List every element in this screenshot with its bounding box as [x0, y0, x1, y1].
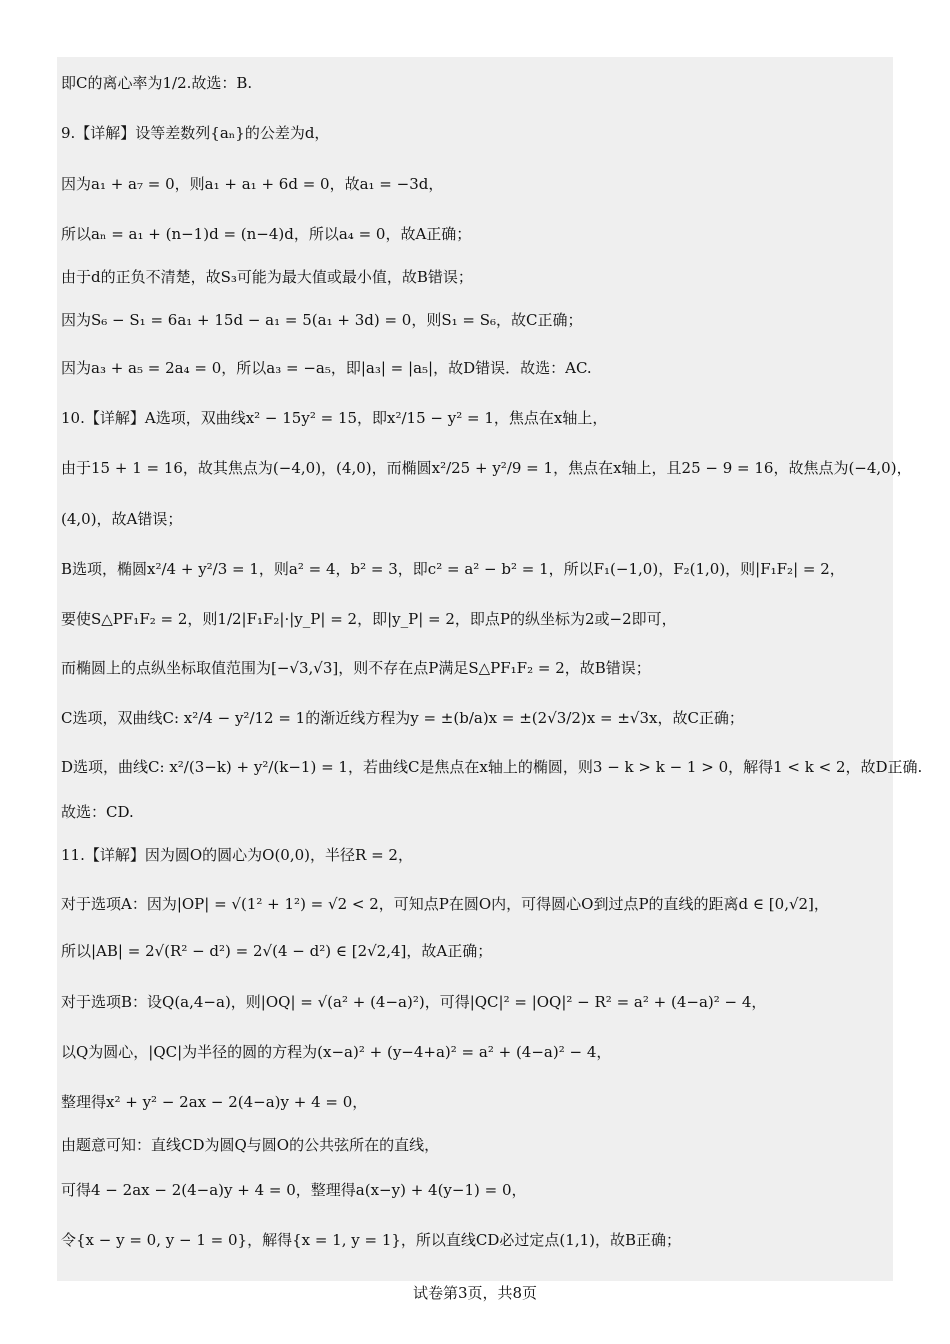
text-line: C选项，双曲线C: x²/4 − y²/12 = 1的渐近线方程为y = ±(b/a)x = ±(2√3/2)x = ±√3x，故C正确； — [61, 709, 744, 727]
solution-content — [57, 57, 923, 1281]
text-line: 令{x − y = 0, y − 1 = 0}，解得{x = 1, y = 1}，所以直线CD必过定点(1,1)，故B正确； — [61, 1231, 682, 1249]
text-line: 由于15 + 1 = 16，故其焦点为(−4,0)，(4,0)，而椭圆x²/25 + y²/9 = 1，焦点在x轴上，且25 − 9 = 16，故焦点为(−4,0)， — [61, 459, 912, 477]
text-line: 对于选项A：因为|OP| = √(1² + 1²) = √2 < 2，可知点P在圆O内，可得圆心O到过点P的直线的距离d ∈ [0,√2]， — [61, 895, 829, 913]
text-line: 9.【详解】设等差数列{aₙ}的公差为d， — [61, 124, 330, 142]
text-line: 整理得x² + y² − 2ax − 2(4−a)y + 4 = 0， — [61, 1093, 368, 1111]
text-line: 由于d的正负不清楚，故S₃可能为最大值或最小值，故B错误； — [61, 268, 473, 286]
text-line: 11.【详解】因为圆O的圆心为O(0,0)，半径R = 2， — [61, 846, 413, 864]
text-line: 所以|AB| = 2√(R² − d²) = 2√(4 − d²) ∈ [2√2,4]，故A正确； — [61, 942, 493, 960]
text-line: 对于选项B：设Q(a,4−a)，则|OQ| = √(a² + (4−a)²)，可得|QC|² = |OQ|² − R² = a² + (4−a)² − 4， — [61, 993, 767, 1011]
text-line: 而椭圆上的点纵坐标取值范围为[−√3,√3]，则不存在点P满足S△PF₁F₂ = 2，故B错误； — [61, 659, 651, 677]
text-line: 即C的离心率为1/2.故选：B. — [61, 74, 253, 92]
text-line: 以Q为圆心，|QC|为半径的圆的方程为(x−a)² + (y−4+a)² = a² + (4−a)² − 4， — [61, 1043, 612, 1061]
text-line: (4,0)，故A错误； — [61, 510, 183, 528]
text-line: D选项，曲线C: x²/(3−k) + y²/(k−1) = 1，若曲线C是焦点在x轴上的椭圆，则3 − k > k − 1 > 0，解得1 < k < 2，故D正确. — [61, 758, 923, 776]
text-line: 故选：CD. — [61, 803, 134, 821]
text-line: 可得4 − 2ax − 2(4−a)y + 4 = 0，整理得a(x−y) + 4(y−1) = 0， — [61, 1181, 527, 1199]
page-footer: 试卷第3页，共8页 — [412, 1284, 538, 1302]
text-line: 因为S₆ − S₁ = 6a₁ + 15d − a₁ = 5(a₁ + 3d) = 0，则S₁ = S₆，故C正确； — [61, 311, 583, 329]
text-line: 10.【详解】A选项，双曲线x² − 15y² = 15，即x²/15 − y² = 1，焦点在x轴上， — [61, 409, 608, 427]
text-line: 因为a₁ + a₇ = 0，则a₁ + a₁ + 6d = 0，故a₁ = −3d， — [61, 175, 444, 193]
text-line: 要使S△PF₁F₂ = 2，则1/2|F₁F₂|·|y_P| = 2，即|y_P| = 2，即点P的纵坐标为2或−2即可， — [61, 610, 677, 628]
text-line: B选项，椭圆x²/4 + y²/3 = 1，则a² = 4，b² = 3，即c² = a² − b² = 1，所以F₁(−1,0)，F₂(1,0)，则|F₁F₂| = 2， — [61, 560, 845, 578]
text-line: 所以aₙ = a₁ + (n−1)d = (n−4)d，所以a₄ = 0，故A正确； — [61, 225, 472, 243]
text-line: 因为a₃ + a₅ = 2a₄ = 0，所以a₃ = −a₅，即|a₃| = |a₅|，故D错误．故选：AC. — [61, 359, 592, 377]
text-line: 由题意可知：直线CD为圆Q与圆O的公共弦所在的直线， — [61, 1136, 440, 1154]
